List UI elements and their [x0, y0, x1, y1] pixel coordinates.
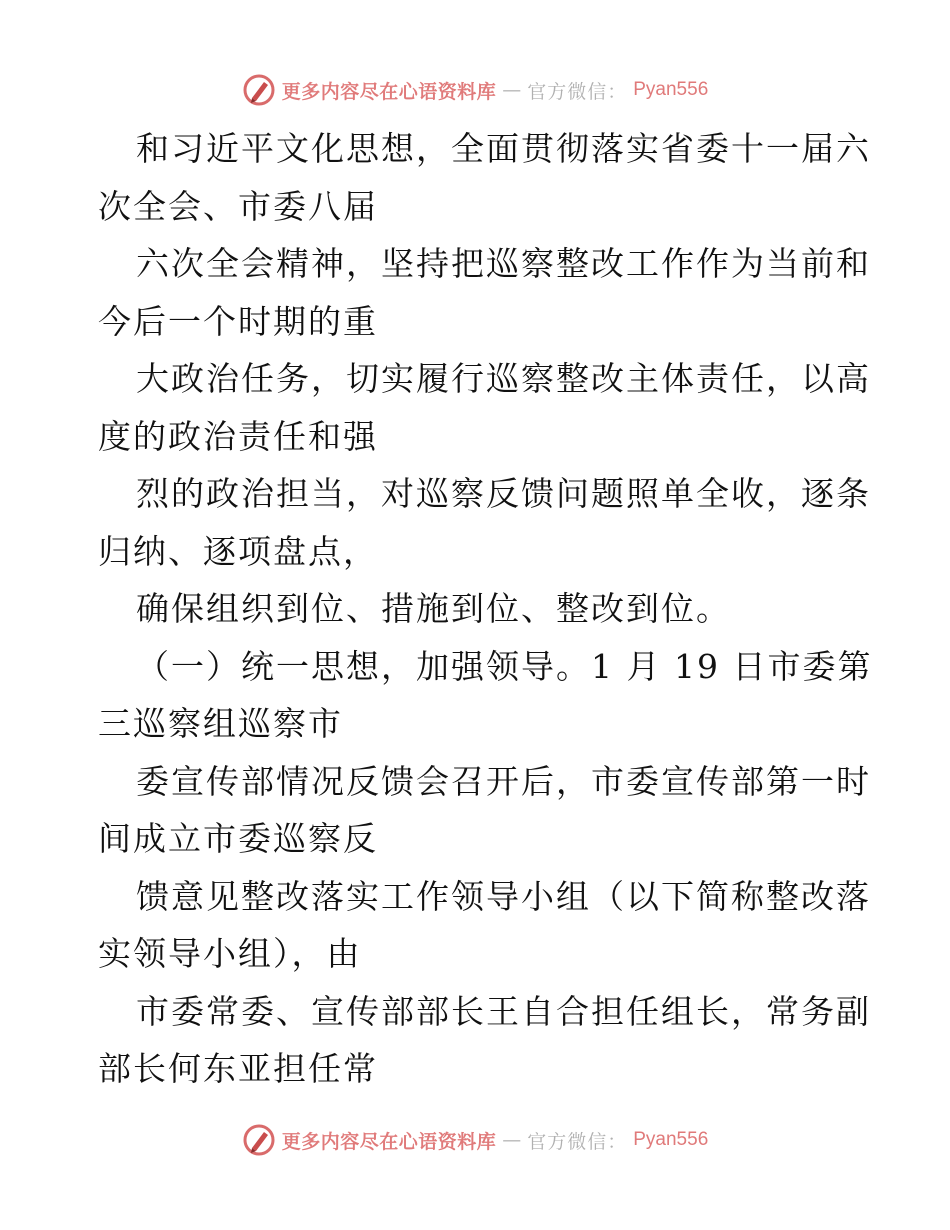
watermark-separator: —	[502, 79, 522, 101]
text-line: 确保组织到位、措施到位、整改到位。	[136, 589, 731, 628]
pen-nib-logo-icon	[242, 73, 276, 107]
pen-nib-logo-icon	[242, 1123, 276, 1157]
header-watermark	[0, 72, 950, 108]
paragraph	[98, 983, 871, 1098]
watermark-wechat-id: Pyan556	[633, 79, 709, 100]
paragraph	[98, 868, 871, 983]
watermark-label: 官方微信：	[527, 1130, 628, 1153]
text-line: 实领导小组），由	[98, 934, 362, 973]
text-line: 委宣传部情况反馈会召开后，市委宣传部第一时	[136, 761, 871, 801]
text-line: 市委常委、宣传部部长王自合担任组长，常务副	[136, 991, 871, 1031]
text-line: 次全会、市委八届	[98, 186, 378, 226]
watermark-wechat-id: Pyan556	[633, 1129, 709, 1150]
document-body	[98, 120, 873, 1098]
text-line: 和习近平文化思想，全面贯彻落实省委十一届六	[136, 129, 871, 168]
paragraph	[98, 235, 871, 350]
text-line: 烈的政治担当，对巡察反馈问题照单全收，逐条	[136, 474, 871, 513]
paragraph	[98, 638, 873, 753]
text-line: 归纳、逐项盘点，	[98, 531, 378, 571]
text-line: 间成立市委巡察反	[98, 819, 378, 858]
text-line: 部长何东亚担任常	[98, 1049, 378, 1088]
text-line: 大政治任务，切实履行巡察整改主体责任，以高	[136, 359, 871, 398]
paragraph	[98, 753, 871, 868]
text-line: 今后一个时期的重	[98, 301, 378, 341]
footer-watermark	[0, 1122, 950, 1158]
text-line: 馈意见整改落实工作领导小组（以下简称整改落	[136, 876, 871, 916]
paragraph	[98, 465, 871, 580]
paragraph	[98, 350, 871, 465]
watermark-text: 更多内容尽在心语资料库	[281, 80, 497, 103]
text-line: 三巡察组巡察市	[98, 704, 343, 743]
watermark-label: 官方微信：	[527, 80, 628, 103]
text-line: 度的政治责任和强	[98, 416, 378, 456]
text-line: 六次全会精神，坚持把巡察整改工作作为当前和	[136, 244, 871, 283]
watermark-separator: —	[502, 1129, 522, 1151]
watermark-text: 更多内容尽在心语资料库	[281, 1130, 497, 1153]
paragraph	[98, 120, 871, 235]
paragraph	[98, 580, 858, 638]
text-line: （一）统一思想，加强领导。1 月 19 日市委第	[136, 646, 873, 686]
